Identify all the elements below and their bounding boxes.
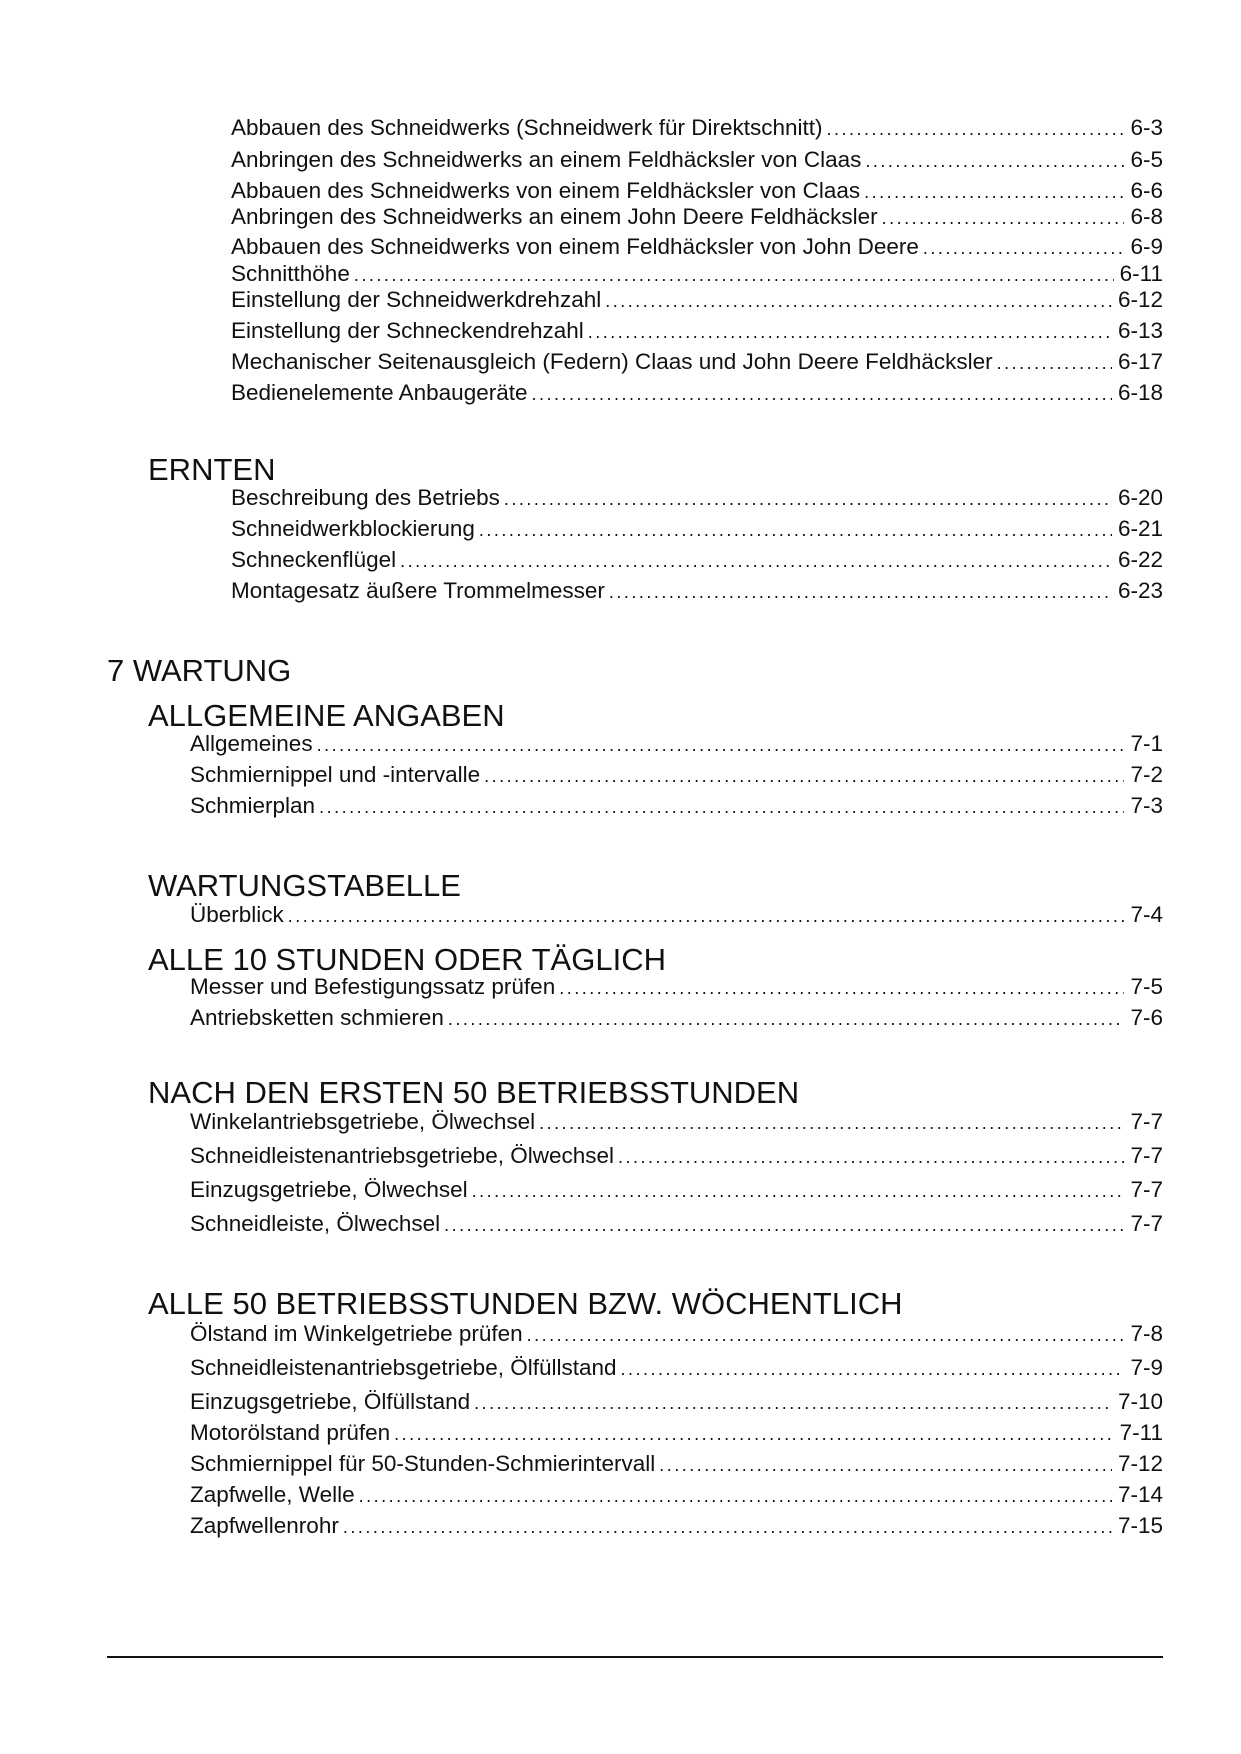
toc-entry-page: 6-5: [1130, 147, 1163, 172]
toc-leader-dots: [527, 1321, 1125, 1349]
toc-entry-title: Schmiernippel für 50-Stunden-Schmierintervall: [190, 1451, 656, 1476]
toc-entry-page: 7-10: [1117, 1389, 1163, 1414]
toc-entry-title: Winkelantriebsgetriebe, Ölwechsel: [190, 1109, 536, 1134]
toc-entry-page: 6-23: [1117, 578, 1163, 603]
toc-leader-dots: [539, 1109, 1124, 1137]
toc-leader-dots: [317, 731, 1125, 759]
toc-entry-title: Schnitthöhe: [231, 261, 350, 286]
toc-entry-title: Abbauen des Schneidwerks (Schneidwerk für Direktschnitt): [231, 115, 823, 140]
toc-entry-title: Schneidleiste, Ölwechsel: [190, 1211, 441, 1236]
toc-entry[interactable]: [231, 177, 1163, 205]
toc-entry[interactable]: [190, 792, 1163, 820]
footer-rule: [107, 1656, 1163, 1658]
toc-leader-dots: [864, 178, 1124, 206]
toc-entry[interactable]: [190, 1004, 1163, 1032]
toc-entry-page: 7-7: [1130, 1177, 1163, 1202]
toc-entry-title: Einzugsgetriebe, Ölfüllstand: [190, 1389, 471, 1414]
toc-entry-title: Schmierplan: [190, 793, 316, 818]
toc-entry-title: Messer und Befestigungssatz prüfen: [190, 974, 556, 999]
section-heading-wartungstabelle: WARTUNGSTABELLE: [148, 868, 461, 903]
toc-entry-page: 7-7: [1130, 1109, 1163, 1134]
toc-entry-page: 7-9: [1130, 1355, 1163, 1380]
toc-leader-dots: [448, 1005, 1125, 1033]
toc-leader-dots: [394, 1420, 1114, 1448]
toc-entry[interactable]: [231, 203, 1163, 231]
toc-entry[interactable]: [190, 1419, 1163, 1447]
toc-leader-dots: [474, 1389, 1112, 1417]
toc-leader-dots: [618, 1143, 1124, 1171]
section-heading-ernten: ERNTEN: [148, 452, 276, 487]
toc-entry-page: 6-12: [1117, 287, 1163, 312]
toc-entry-title: Beschreibung des Betriebs: [231, 485, 500, 510]
toc-entry[interactable]: [231, 114, 1163, 142]
toc-entry-page: 7-4: [1130, 902, 1163, 927]
toc-entry[interactable]: [190, 1210, 1163, 1238]
toc-entry[interactable]: [190, 1176, 1163, 1204]
section-heading-alle-10-stunden: ALLE 10 STUNDEN ODER TÄGLICH: [148, 942, 666, 977]
toc-entry[interactable]: [190, 901, 1163, 929]
toc-entry[interactable]: [190, 1320, 1163, 1348]
toc-leader-dots: [359, 1482, 1112, 1510]
toc-entry-page: 7-12: [1117, 1451, 1163, 1476]
toc-entry[interactable]: [231, 379, 1163, 407]
toc-leader-dots: [559, 974, 1124, 1002]
toc-entry-title: Schmiernippel und -intervalle: [190, 762, 481, 787]
toc-entry-title: Mechanischer Seitenausgleich (Federn) Claas und John Deere Feldhäcksler: [231, 349, 993, 374]
toc-entry[interactable]: [190, 1108, 1163, 1136]
toc-entry-title: Schneidleistenantriebsgetriebe, Ölwechsel: [190, 1143, 614, 1168]
section-heading-alle-50-betriebsstunden: ALLE 50 BETRIEBSSTUNDEN BZW. WÖCHENTLICH: [148, 1286, 903, 1321]
toc-entry-title: Zapfwelle, Welle: [190, 1482, 355, 1507]
toc-entry-title: Anbringen des Schneidwerks an einem John Deere Feldhäcksler: [231, 204, 878, 229]
toc-leader-dots: [343, 1513, 1112, 1541]
toc-entry[interactable]: [231, 233, 1163, 261]
toc-leader-dots: [923, 234, 1125, 262]
toc-entry[interactable]: [231, 286, 1163, 314]
toc-entry[interactable]: [190, 1142, 1163, 1170]
toc-entry[interactable]: [190, 1354, 1163, 1382]
toc-entry[interactable]: [231, 484, 1163, 512]
toc-entry-page: 7-8: [1130, 1321, 1163, 1346]
toc-entry-page: 7-1: [1130, 731, 1163, 756]
toc-entry-title: Motorölstand prüfen: [190, 1420, 391, 1445]
toc-entry-page: 7-7: [1130, 1143, 1163, 1168]
toc-entry-title: Zapfwellenrohr: [190, 1513, 339, 1538]
toc-leader-dots: [444, 1211, 1124, 1239]
toc-leader-dots: [865, 147, 1124, 175]
toc-entry-title: Ölstand im Winkelgetriebe prüfen: [190, 1321, 523, 1346]
toc-entry[interactable]: [231, 260, 1163, 288]
toc-entry-title: Einstellung der Schneckendrehzahl: [231, 318, 584, 343]
section-heading-allgemeine-angaben: ALLGEMEINE ANGABEN: [148, 698, 505, 733]
toc-leader-dots: [609, 578, 1112, 606]
toc-entry-page: 7-11: [1119, 1420, 1163, 1445]
toc-leader-dots: [997, 349, 1112, 377]
toc-leader-dots: [659, 1451, 1112, 1479]
toc-entry-page: 7-6: [1130, 1005, 1163, 1030]
toc-entry-title: Schneidwerkblockierung: [231, 516, 475, 541]
toc-entry-page: 6-6: [1130, 178, 1163, 203]
toc-entry-page: 6-18: [1117, 380, 1163, 405]
toc-entry-page: 7-15: [1117, 1513, 1163, 1538]
toc-entry-page: 6-8: [1130, 204, 1163, 229]
toc-entry-page: 6-11: [1119, 261, 1163, 286]
toc-entry-page: 7-14: [1117, 1482, 1163, 1507]
toc-leader-dots: [400, 547, 1112, 575]
toc-entry-title: Antriebsketten schmieren: [190, 1005, 444, 1030]
toc-leader-dots: [588, 318, 1112, 346]
toc-leader-dots: [319, 793, 1124, 821]
toc-entry-page: 6-21: [1117, 516, 1163, 541]
toc-leader-dots: [504, 485, 1112, 513]
toc-leader-dots: [472, 1177, 1125, 1205]
toc-entry[interactable]: [231, 546, 1163, 574]
toc-entry-page: 6-3: [1130, 115, 1163, 140]
toc-entry[interactable]: [231, 348, 1163, 376]
toc-entry[interactable]: [231, 577, 1163, 605]
toc-entry-page: 6-17: [1117, 349, 1163, 374]
toc-leader-dots: [288, 902, 1125, 930]
toc-leader-dots: [354, 261, 1114, 289]
toc-entry-title: Allgemeines: [190, 731, 313, 756]
toc-leader-dots: [882, 204, 1125, 232]
toc-entry-page: 6-22: [1117, 547, 1163, 572]
toc-entry[interactable]: [190, 730, 1163, 758]
toc-entry-title: Bedienelemente Anbaugeräte: [231, 380, 528, 405]
toc-entry[interactable]: [190, 973, 1163, 1001]
toc-entry[interactable]: [190, 1388, 1163, 1416]
toc-leader-dots: [484, 762, 1124, 790]
section-heading-nach-den-ersten-50: NACH DEN ERSTEN 50 BETRIEBSSTUNDEN: [148, 1075, 800, 1110]
toc-leader-dots: [479, 516, 1112, 544]
toc-entry-title: Einstellung der Schneidwerkdrehzahl: [231, 287, 602, 312]
toc-leader-dots: [827, 115, 1125, 143]
toc-entry-title: Überblick: [190, 902, 284, 927]
toc-entry-page: 6-13: [1117, 318, 1163, 343]
toc-entry[interactable]: [231, 146, 1163, 174]
toc-entry-page: 7-5: [1130, 974, 1163, 999]
toc-entry[interactable]: [231, 317, 1163, 345]
toc-entry-title: Einzugsgetriebe, Ölwechsel: [190, 1177, 468, 1202]
toc-entry[interactable]: [231, 515, 1163, 543]
toc-entry-page: 6-20: [1117, 485, 1163, 510]
toc-entry[interactable]: [190, 1512, 1163, 1540]
toc-leader-dots: [621, 1355, 1125, 1383]
toc-entry-page: 6-9: [1130, 234, 1163, 259]
toc-entry-title: Schneckenflügel: [231, 547, 397, 572]
toc-entry-page: 7-7: [1130, 1211, 1163, 1236]
toc-entry-title: Anbringen des Schneidwerks an einem Feldhäcksler von Claas: [231, 147, 862, 172]
toc-entry[interactable]: [190, 1450, 1163, 1478]
toc-entry-title: Schneidleistenantriebsgetriebe, Ölfüllstand: [190, 1355, 617, 1380]
toc-leader-dots: [532, 380, 1112, 408]
toc-entry[interactable]: [190, 1481, 1163, 1509]
toc-entry-title: Abbauen des Schneidwerks von einem Feldhäcksler von Claas: [231, 178, 861, 203]
toc-entry-page: 7-2: [1130, 762, 1163, 787]
toc-entry-title: Abbauen des Schneidwerks von einem Feldhäcksler von John Deere: [231, 234, 919, 259]
toc-leader-dots: [605, 287, 1112, 315]
toc-entry-title: Montagesatz äußere Trommelmesser: [231, 578, 605, 603]
toc-entry-page: 7-3: [1130, 793, 1163, 818]
chapter-heading: 7 WARTUNG: [107, 653, 292, 688]
toc-entry[interactable]: [190, 761, 1163, 789]
